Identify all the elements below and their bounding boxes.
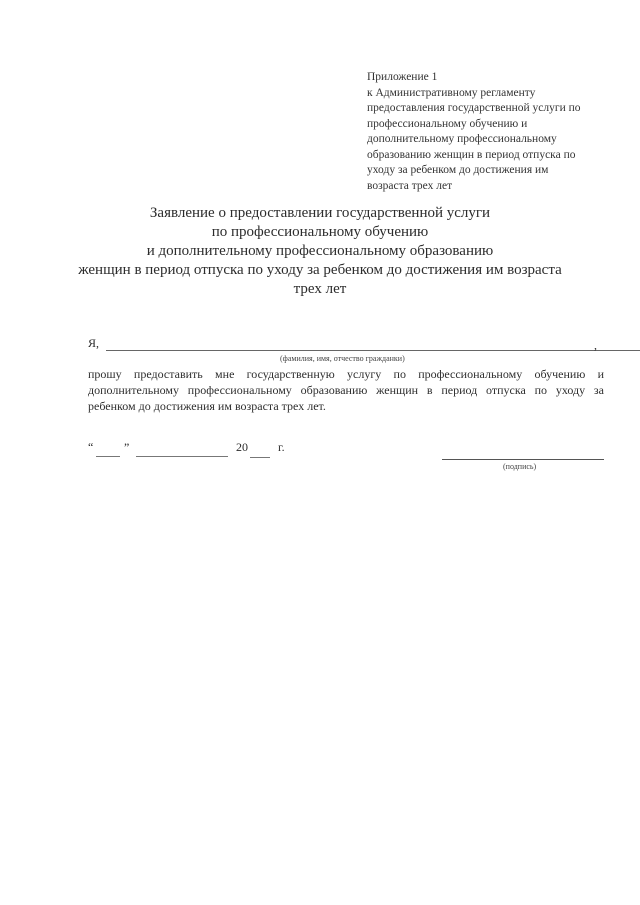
appendix-line: к Административному регламенту <box>367 86 536 99</box>
appendix-line: уходу за ребенком до достижения им <box>367 164 549 176</box>
date-row <box>88 440 348 464</box>
date-year-prefix: 20 <box>236 440 248 454</box>
request-line: прошу предоставить мне государственную услугу по профессиональному обучению и <box>88 367 604 381</box>
appendix-line: дополнительному профессиональному <box>367 133 557 145</box>
date-close-quote: ” <box>124 440 130 454</box>
title-line: трех лет <box>293 281 347 297</box>
signature-label: (подпись) <box>503 462 537 471</box>
applicant-name-row <box>88 336 608 366</box>
date-year-field[interactable] <box>250 443 270 458</box>
title-line: женщин в период отпуска по уходу за ребенком до достижения им возраста <box>78 262 562 278</box>
date-day-field[interactable] <box>96 442 120 457</box>
applicant-prefix: Я, <box>88 336 100 350</box>
signature-field[interactable] <box>442 459 604 460</box>
title-line: и дополнительному профессиональному образованию <box>146 243 494 259</box>
date-month-field[interactable] <box>136 442 228 457</box>
request-text <box>88 366 604 414</box>
applicant-name-hint: (фамилия, имя, отчество гражданки) <box>280 354 405 363</box>
appendix-line: Приложение 1 <box>367 71 438 83</box>
document-title <box>40 204 600 299</box>
appendix-line: образованию женщин в период отпуска по <box>367 148 576 161</box>
request-line: ребенком до достижения им возраста трех лет. <box>88 399 326 413</box>
title-line: Заявление о предоставлении государственной услуги <box>149 205 491 221</box>
applicant-comma: , <box>594 338 597 352</box>
appendix-line: профессиональному обучению и <box>367 117 528 130</box>
title-line: по профессиональному обучению <box>211 224 429 240</box>
appendix-block <box>367 70 617 194</box>
appendix-line: предоставления государственной услуги по <box>367 102 581 114</box>
applicant-name-field[interactable] <box>106 350 640 351</box>
date-open-quote: “ <box>88 440 94 454</box>
date-year-suffix: г. <box>278 440 285 454</box>
appendix-line: возраста трех лет <box>367 179 453 192</box>
request-line: дополнительному профессиональному образованию женщин в период отпуска по уходу за <box>88 383 604 397</box>
